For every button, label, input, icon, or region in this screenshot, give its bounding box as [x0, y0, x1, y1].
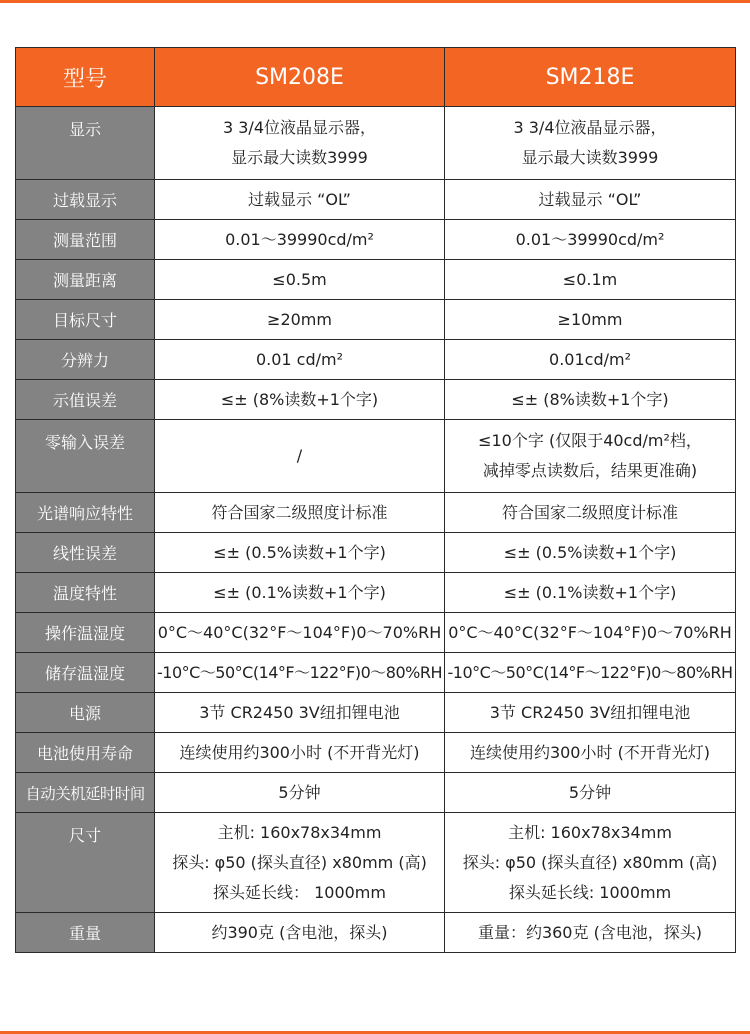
table-row-weight	[16, 913, 736, 953]
cell-sm218e	[445, 533, 736, 573]
cell-sm218e	[445, 493, 736, 533]
cell-sm208e	[155, 380, 445, 420]
row-label: 测量距离	[16, 260, 155, 300]
cell-line: 探头: φ50 (探头直径) x80mm (高)	[172, 852, 427, 872]
row-label: 电池使用寿命	[16, 733, 155, 773]
cell-sm218e	[445, 773, 736, 813]
row-label: 示值误差	[16, 380, 155, 420]
spec-table	[15, 47, 736, 953]
cell-line: 连续使用约300小时 (不开背光灯)	[179, 742, 420, 762]
table-row-resolution	[16, 340, 736, 380]
row-label: 过载显示	[16, 180, 155, 220]
cell-line: 5分钟	[568, 782, 612, 802]
cell-line: 3节 CR2450 3V纽扣锂电池	[199, 702, 400, 722]
cell-sm218e	[445, 260, 736, 300]
cell-line: -10°C～50°C(14°F～122°F)0～80%RH	[447, 662, 733, 682]
cell-line: 3节 CR2450 3V纽扣锂电池	[489, 702, 691, 722]
cell-sm218e	[445, 653, 736, 693]
cell-line: 5分钟	[278, 782, 321, 802]
cell-sm208e	[155, 913, 445, 953]
top-accent-line	[0, 0, 750, 3]
header-sm208e: SM208E	[155, 48, 445, 107]
cell-sm218e	[445, 420, 736, 493]
cell-sm208e	[155, 813, 445, 913]
row-label: 尺寸	[16, 813, 155, 913]
table-row-temperature	[16, 573, 736, 613]
cell-line: ≤0.1m	[562, 269, 618, 289]
header-sm218e: SM218E	[445, 48, 736, 107]
cell-line: /	[296, 446, 303, 465]
cell-sm218e	[445, 300, 736, 340]
cell-sm218e	[445, 340, 736, 380]
cell-line: 连续使用约300小时 (不开背光灯)	[469, 742, 711, 762]
cell-line: ≤± (0.5%读数+1个字)	[213, 542, 386, 562]
table-row-linearity	[16, 533, 736, 573]
table-row-zero-error	[16, 420, 736, 493]
cell-sm208e	[155, 340, 445, 380]
cell-line: 减掉零点读数后，结果更准确)	[482, 461, 698, 480]
cell-sm208e	[155, 653, 445, 693]
table-row-target-size	[16, 300, 736, 340]
cell-line: 过载显示 “OL”	[538, 189, 642, 209]
cell-sm218e	[445, 733, 736, 773]
cell-sm208e	[155, 107, 445, 180]
cell-line: ≥10mm	[557, 309, 623, 329]
table-row-range	[16, 220, 736, 260]
cell-sm218e	[445, 107, 736, 180]
cell-sm208e	[155, 420, 445, 493]
cell-line: 探头延长线: 1000mm	[508, 882, 672, 902]
table-row-storage-env	[16, 653, 736, 693]
cell-line: 主机: 160x78x34mm	[508, 822, 672, 842]
header-row	[16, 48, 736, 107]
cell-sm208e	[155, 533, 445, 573]
table-row-distance	[16, 260, 736, 300]
cell-line: 重量：约360克 (含电池，探头)	[477, 922, 703, 942]
cell-line: 探头: φ50 (探头直径) x80mm (高)	[462, 852, 718, 872]
cell-line: 主机: 160x78x34mm	[217, 822, 382, 842]
cell-line: 过载显示 “OL”	[248, 189, 351, 209]
cell-sm218e	[445, 693, 736, 733]
cell-sm218e	[445, 180, 736, 220]
cell-line: ≤± (8%读数+1个字)	[511, 389, 669, 409]
cell-sm208e	[155, 693, 445, 733]
row-label: 测量范围	[16, 220, 155, 260]
table-row-spectral	[16, 493, 736, 533]
cell-line: 探头延长线： 1000mm	[213, 882, 386, 902]
cell-sm208e	[155, 493, 445, 533]
spec-table-body	[16, 107, 736, 953]
cell-sm208e	[155, 573, 445, 613]
cell-line: 0.01cd/m²	[549, 349, 631, 369]
cell-line: ≤± (8%读数+1个字)	[220, 389, 379, 409]
cell-sm208e	[155, 220, 445, 260]
cell-line: ≤0.5m	[272, 269, 327, 289]
cell-sm218e	[445, 380, 736, 420]
table-row-display	[16, 107, 736, 180]
table-row-operating-env	[16, 613, 736, 653]
cell-sm218e	[445, 913, 736, 953]
cell-line: ≤± (0.1%读数+1个字)	[503, 582, 677, 602]
row-label: 目标尺寸	[16, 300, 155, 340]
cell-sm218e	[445, 613, 736, 653]
cell-line: 符合国家二级照度计标准	[501, 502, 678, 522]
cell-line: ≥20mm	[267, 309, 332, 329]
table-row-overload	[16, 180, 736, 220]
cell-sm208e	[155, 260, 445, 300]
table-row-dimensions	[16, 813, 736, 913]
cell-sm218e	[445, 573, 736, 613]
cell-sm218e	[445, 220, 736, 260]
row-label: 温度特性	[16, 573, 155, 613]
cell-sm208e	[155, 613, 445, 653]
row-label: 线性误差	[16, 533, 155, 573]
row-label: 零输入误差	[16, 420, 155, 493]
cell-line: 约390克 (含电池，探头)	[211, 922, 388, 942]
cell-sm208e	[155, 180, 445, 220]
row-label: 重量	[16, 913, 155, 953]
cell-line: 0°C～40°C(32°F～104°F)0～70%RH	[448, 622, 732, 642]
cell-line: -10°C～50°C(14°F～122°F)0～80%RH	[156, 662, 443, 682]
cell-line: 0.01～39990cd/m²	[225, 229, 374, 249]
cell-line: 0.01 cd/m²	[255, 349, 344, 369]
row-label: 自动关机延时时间	[16, 773, 155, 813]
cell-sm208e	[155, 773, 445, 813]
table-row-auto-off	[16, 773, 736, 813]
cell-sm218e	[445, 813, 736, 913]
row-label: 光谱响应特性	[16, 493, 155, 533]
row-label: 电源	[16, 693, 155, 733]
cell-line: 3 3/4位液晶显示器，	[513, 118, 667, 137]
table-row-power	[16, 693, 736, 733]
cell-line: ≤± (0.5%读数+1个字)	[503, 542, 677, 562]
cell-line: ≤± (0.1%读数+1个字)	[213, 582, 386, 602]
cell-line: 0°C～40°C(32°F～104°F)0～70%RH	[157, 622, 442, 642]
cell-line: 显示最大读数3999	[521, 148, 659, 167]
cell-sm208e	[155, 733, 445, 773]
cell-line: 显示最大读数3999	[231, 148, 368, 167]
row-label: 储存温湿度	[16, 653, 155, 693]
table-row-accuracy	[16, 380, 736, 420]
cell-sm208e	[155, 300, 445, 340]
header-model-label: 型号	[16, 48, 155, 107]
cell-line: ≤10个字 (仅限于40cd/m²档，	[478, 431, 702, 450]
cell-line: 符合国家二级照度计标准	[211, 502, 388, 522]
row-label: 显示	[16, 107, 155, 180]
cell-line: 0.01～39990cd/m²	[515, 229, 665, 249]
cell-line: 3 3/4位液晶显示器，	[222, 118, 377, 137]
row-label: 操作温湿度	[16, 613, 155, 653]
table-row-battery-life	[16, 733, 736, 773]
row-label: 分辨力	[16, 340, 155, 380]
